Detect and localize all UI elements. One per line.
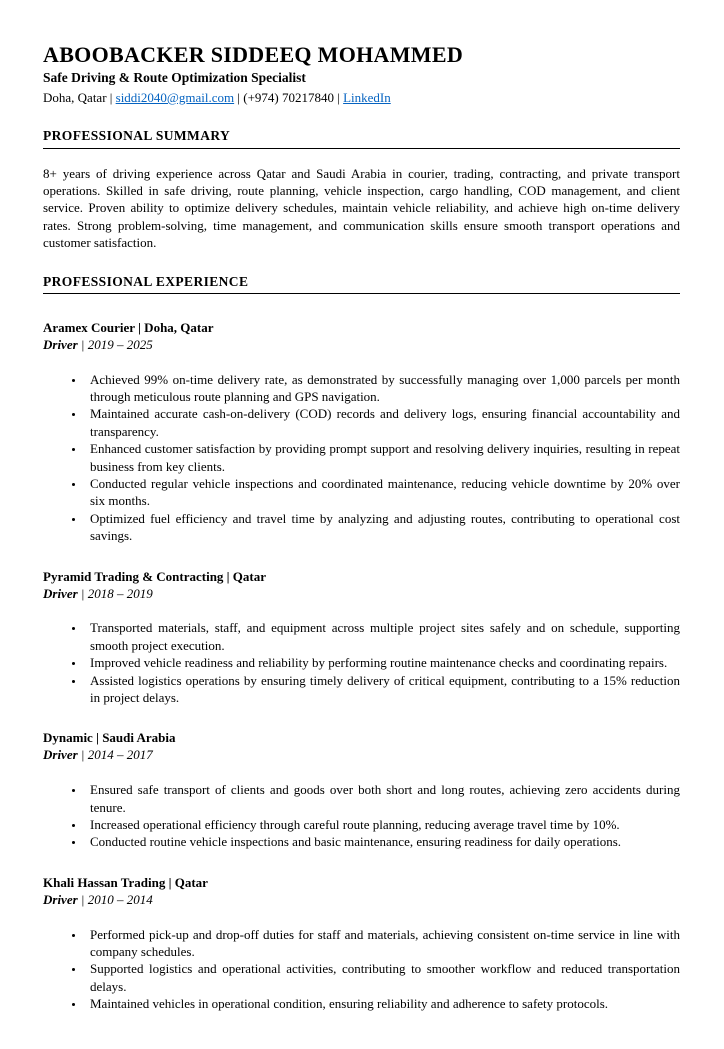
job-bullet: • Achieved 99% on-time delivery rate, as demonstrated by successfully managing over 1,000 parcels per month through meticulous route planning and GPS navigation. bbox=[85, 371, 680, 406]
job-bullet: • Conducted regular vehicle inspections and coordinated maintenance, reducing vehicle downtime by 20% over six months. bbox=[85, 475, 680, 510]
job-bullet: • Performed pick-up and drop-off duties for staff and materials, achieving consistent on-time service in line with company schedules. bbox=[85, 926, 680, 961]
job-dates: | 2010 – 2014 bbox=[80, 891, 153, 907]
job-dates: | 2018 – 2019 bbox=[80, 585, 153, 601]
candidate-title: Safe Driving & Route Optimization Specialist bbox=[43, 70, 306, 86]
job-role-line bbox=[43, 747, 680, 764]
experience-heading: PROFESSIONAL EXPERIENCE bbox=[43, 274, 680, 294]
job-entry-pyramid bbox=[43, 569, 680, 707]
job-role: Driver bbox=[43, 747, 78, 763]
job-dates: | 2014 – 2017 bbox=[80, 747, 153, 763]
summary-section bbox=[43, 128, 680, 251]
job-bullet: • Enhanced customer satisfaction by providing prompt support and resolving delivery inquiries, resulting in repeat business from key clients. bbox=[85, 440, 680, 475]
job-role-line bbox=[43, 337, 680, 354]
summary-text: 8+ years of driving experience across Qatar and Saudi Arabia in courier, trading, contracting, and private transport operations. Skilled in safe driving, route planning, vehicle inspection, cargo handling, COD management, and client service. Proven ability to optimize delivery schedules, maintain vehicle reliability, and achieve high on-time delivery rates. Strong problem-solving, time management, and communication skills ensure smooth transport operations and customer satisfaction. bbox=[43, 165, 680, 251]
job-bullet: • Improved vehicle readiness and reliability by performing routine maintenance checks and coordinating repairs. bbox=[85, 654, 680, 671]
job-role-line bbox=[43, 892, 680, 909]
job-bullet: • Conducted routine vehicle inspections and basic maintenance, ensuring readiness for daily operations. bbox=[85, 833, 680, 850]
linkedin-link[interactable]: LinkedIn bbox=[343, 89, 391, 105]
job-entry-dynamic bbox=[43, 730, 680, 850]
job-role: Driver bbox=[43, 585, 78, 601]
job-entry-aramex bbox=[43, 320, 680, 545]
job-dates: | 2019 – 2025 bbox=[80, 336, 153, 352]
job-bullet-list bbox=[67, 619, 680, 706]
contact-line bbox=[43, 89, 680, 107]
job-bullet-list bbox=[67, 781, 680, 851]
job-role: Driver bbox=[43, 891, 78, 907]
job-company: Khali Hassan Trading | Qatar bbox=[43, 874, 208, 890]
job-bullet: • Maintained accurate cash-on-delivery (COD) records and delivery logs, ensuring financial accountability and transparency. bbox=[85, 405, 680, 440]
job-bullet: • Increased operational efficiency through careful route planning, reducing average travel time by 10%. bbox=[85, 816, 680, 833]
candidate-name: ABOOBACKER SIDDEEQ MOHAMMED bbox=[43, 42, 464, 67]
resume-header bbox=[43, 42, 680, 106]
job-company: Dynamic | Saudi Arabia bbox=[43, 730, 176, 746]
job-entry-khali-hassan bbox=[43, 875, 680, 1013]
experience-section bbox=[43, 274, 680, 1013]
summary-heading: PROFESSIONAL SUMMARY bbox=[43, 128, 680, 148]
job-role: Driver bbox=[43, 336, 78, 352]
job-company: Aramex Courier | Doha, Qatar bbox=[43, 319, 214, 335]
job-bullet-list bbox=[67, 371, 680, 545]
job-bullet: • Supported logistics and operational activities, contributing to smoother workflow and reduced transportation delays. bbox=[85, 960, 680, 995]
job-role-line bbox=[43, 586, 680, 603]
job-bullet: • Assisted logistics operations by ensuring timely delivery of critical equipment, contributing to a 15% reduction in project delays. bbox=[85, 672, 680, 707]
contact-phone: | (+974) 70217840 | bbox=[234, 89, 340, 105]
job-bullet: • Maintained vehicles in operational condition, ensuring reliability and adherence to safety protocols. bbox=[85, 995, 680, 1012]
email-link[interactable]: siddi2040@gmail.com bbox=[115, 89, 235, 105]
job-bullet: • Transported materials, staff, and equipment across multiple project sites safely and on schedule, supporting smooth project execution. bbox=[85, 619, 680, 654]
job-bullet: • Optimized fuel efficiency and travel time by analyzing and adjusting routes, contributing to operational cost savings. bbox=[85, 510, 680, 545]
job-bullet: • Ensured safe transport of clients and goods over both short and long routes, achieving zero accidents during tenure. bbox=[85, 781, 680, 816]
contact-location: Doha, Qatar | bbox=[43, 89, 113, 105]
job-company: Pyramid Trading & Contracting | Qatar bbox=[43, 568, 267, 584]
job-bullet-list bbox=[67, 926, 680, 1013]
